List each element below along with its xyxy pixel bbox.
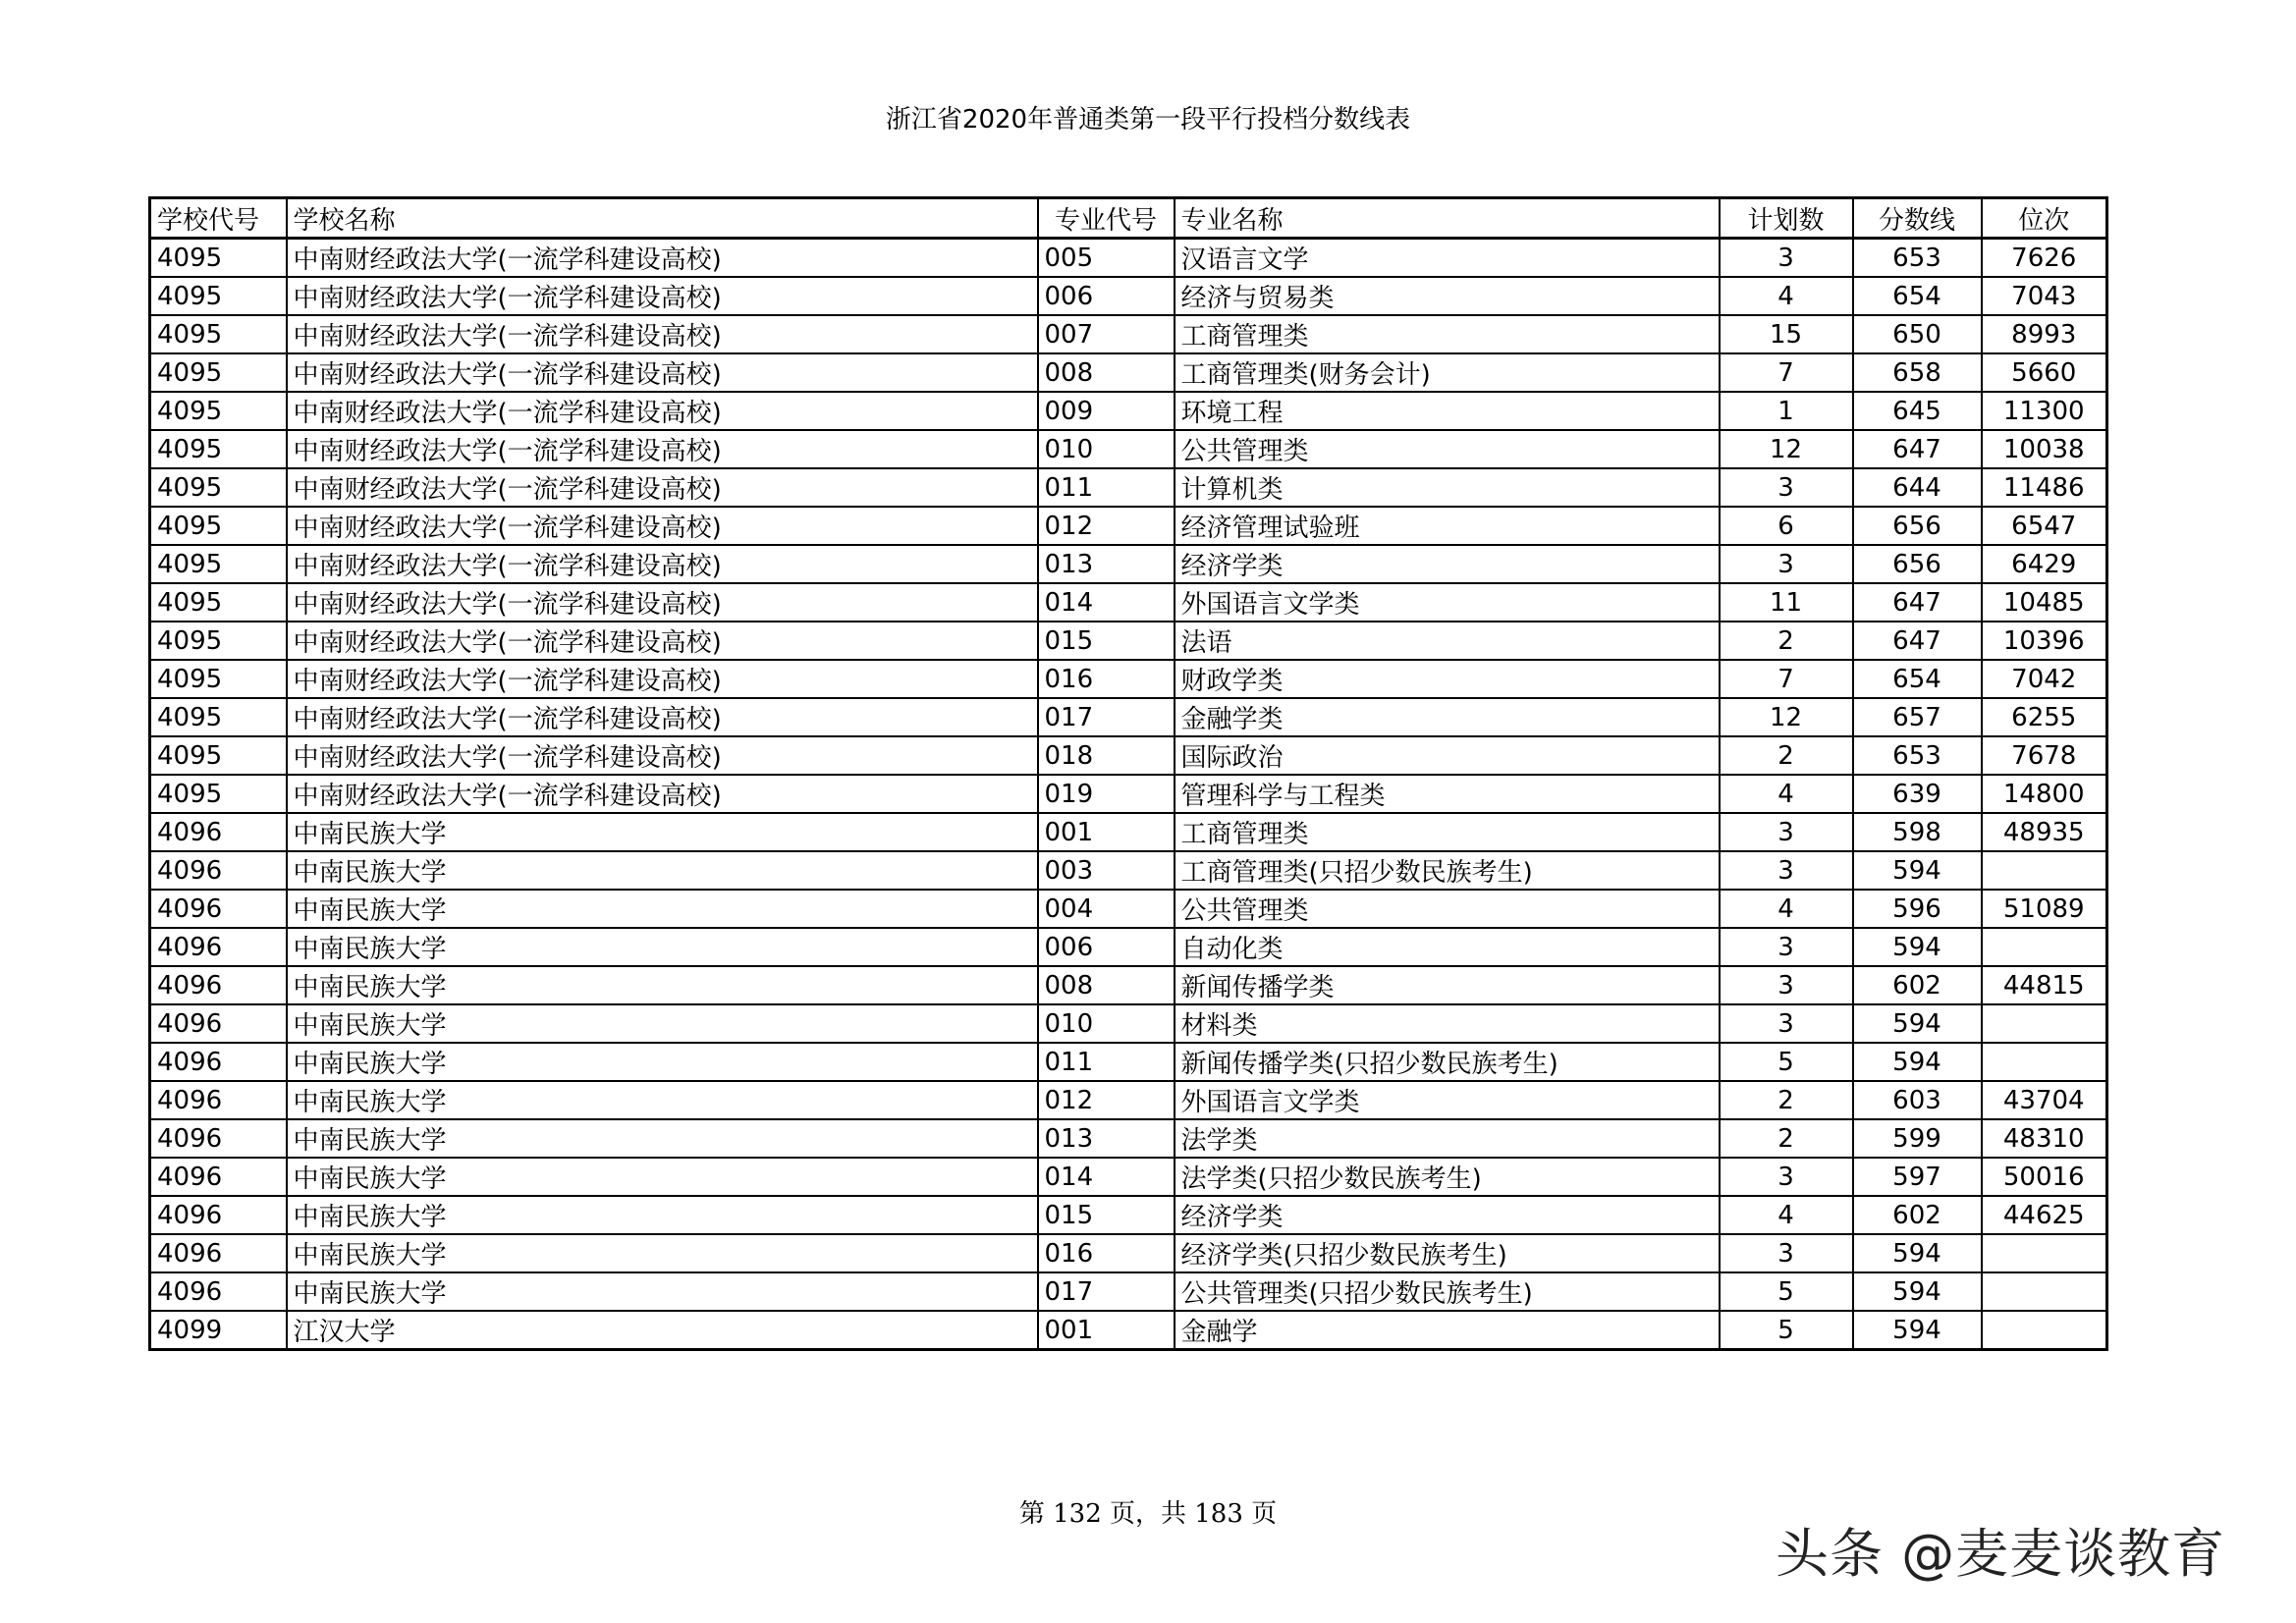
score-line-cell: 644 <box>1853 468 1982 507</box>
school-code-cell: 4096 <box>150 1004 287 1043</box>
col-header-school-code: 学校代号 <box>150 198 287 239</box>
plan-count-cell: 2 <box>1720 1119 1853 1158</box>
table-row <box>150 315 2107 353</box>
school-name-cell: 中南民族大学 <box>287 1081 1038 1119</box>
plan-count-cell: 15 <box>1720 315 1853 353</box>
score-line-cell: 647 <box>1853 583 1982 622</box>
school-code-cell: 4096 <box>150 1081 287 1119</box>
rank-cell: 6547 <box>1982 507 2107 545</box>
plan-count-cell: 3 <box>1720 928 1853 966</box>
rank-cell: 50016 <box>1982 1158 2107 1196</box>
rank-cell: 7626 <box>1982 239 2107 278</box>
plan-count-cell: 3 <box>1720 851 1853 890</box>
watermark: 头条 @麦麦谈教育 <box>1776 1523 2226 1585</box>
score-line-cell: 650 <box>1853 315 1982 353</box>
major-code-cell: 003 <box>1038 851 1175 890</box>
major-name-cell: 工商管理类(财务会计) <box>1175 353 1720 392</box>
major-name-cell: 环境工程 <box>1175 392 1720 430</box>
major-code-cell: 005 <box>1038 239 1175 278</box>
major-name-cell: 法语 <box>1175 622 1720 660</box>
major-name-cell: 材料类 <box>1175 1004 1720 1043</box>
school-name-cell: 中南民族大学 <box>287 1043 1038 1081</box>
col-header-plan-count: 计划数 <box>1720 198 1853 239</box>
school-name-cell: 中南财经政法大学(一流学科建设高校) <box>287 430 1038 468</box>
major-name-cell: 公共管理类(只招少数民族考生) <box>1175 1272 1720 1311</box>
score-line-cell: 654 <box>1853 660 1982 698</box>
major-name-cell: 经济学类 <box>1175 545 1720 583</box>
table-row <box>150 430 2107 468</box>
rank-cell <box>1982 1234 2107 1272</box>
score-line-cell: 594 <box>1853 851 1982 890</box>
page-title: 浙江省2020年普通类第一段平行投档分数线表 <box>885 105 1411 135</box>
score-line-cell: 602 <box>1853 966 1982 1004</box>
major-code-cell: 012 <box>1038 1081 1175 1119</box>
school-name-cell: 中南民族大学 <box>287 1004 1038 1043</box>
table-row <box>150 775 2107 813</box>
table-row <box>150 1311 2107 1350</box>
school-code-cell: 4095 <box>150 315 287 353</box>
major-code-cell: 009 <box>1038 392 1175 430</box>
score-line-cell: 653 <box>1853 736 1982 775</box>
major-code-cell: 007 <box>1038 315 1175 353</box>
score-line-cell: 598 <box>1853 813 1982 851</box>
major-name-cell: 金融学类 <box>1175 698 1720 736</box>
school-code-cell: 4095 <box>150 430 287 468</box>
major-name-cell: 汉语言文学 <box>1175 239 1720 278</box>
school-name-cell: 中南财经政法大学(一流学科建设高校) <box>287 277 1038 315</box>
major-name-cell: 公共管理类 <box>1175 430 1720 468</box>
major-name-cell: 新闻传播学类(只招少数民族考生) <box>1175 1043 1720 1081</box>
major-code-cell: 016 <box>1038 660 1175 698</box>
rank-cell: 51089 <box>1982 890 2107 928</box>
school-code-cell: 4096 <box>150 1158 287 1196</box>
major-code-cell: 017 <box>1038 698 1175 736</box>
rank-cell: 10038 <box>1982 430 2107 468</box>
table-row <box>150 851 2107 890</box>
major-code-cell: 013 <box>1038 545 1175 583</box>
major-name-cell: 自动化类 <box>1175 928 1720 966</box>
school-code-cell: 4096 <box>150 890 287 928</box>
score-line-cell: 639 <box>1853 775 1982 813</box>
major-code-cell: 010 <box>1038 430 1175 468</box>
table-row <box>150 928 2107 966</box>
plan-count-cell: 12 <box>1720 430 1853 468</box>
major-name-cell: 计算机类 <box>1175 468 1720 507</box>
school-name-cell: 中南财经政法大学(一流学科建设高校) <box>287 698 1038 736</box>
table-body <box>150 239 2107 1350</box>
school-name-cell: 中南民族大学 <box>287 1234 1038 1272</box>
major-code-cell: 011 <box>1038 1043 1175 1081</box>
major-code-cell: 013 <box>1038 1119 1175 1158</box>
table-row <box>150 507 2107 545</box>
table-row <box>150 1158 2107 1196</box>
major-code-cell: 019 <box>1038 775 1175 813</box>
rank-cell: 14800 <box>1982 775 2107 813</box>
rank-cell <box>1982 928 2107 966</box>
table-row <box>150 239 2107 278</box>
score-line-cell: 599 <box>1853 1119 1982 1158</box>
school-name-cell: 中南财经政法大学(一流学科建设高校) <box>287 545 1038 583</box>
school-name-cell: 中南财经政法大学(一流学科建设高校) <box>287 468 1038 507</box>
table-row <box>150 1004 2107 1043</box>
school-code-cell: 4096 <box>150 1234 287 1272</box>
school-code-cell: 4095 <box>150 353 287 392</box>
score-line-cell: 602 <box>1853 1196 1982 1234</box>
school-name-cell: 中南民族大学 <box>287 813 1038 851</box>
school-name-cell: 中南民族大学 <box>287 1158 1038 1196</box>
major-code-cell: 011 <box>1038 468 1175 507</box>
score-line-cell: 656 <box>1853 545 1982 583</box>
table-row <box>150 813 2107 851</box>
school-name-cell: 中南财经政法大学(一流学科建设高校) <box>287 775 1038 813</box>
table-row <box>150 1196 2107 1234</box>
school-name-cell: 中南民族大学 <box>287 1272 1038 1311</box>
table-row <box>150 1119 2107 1158</box>
school-name-cell: 中南民族大学 <box>287 928 1038 966</box>
score-line-cell: 594 <box>1853 1234 1982 1272</box>
plan-count-cell: 1 <box>1720 392 1853 430</box>
school-code-cell: 4095 <box>150 392 287 430</box>
plan-count-cell: 12 <box>1720 698 1853 736</box>
rank-cell: 7043 <box>1982 277 2107 315</box>
major-name-cell: 工商管理类 <box>1175 813 1720 851</box>
col-header-rank: 位次 <box>1982 198 2107 239</box>
major-name-cell: 新闻传播学类 <box>1175 966 1720 1004</box>
score-line-cell: 658 <box>1853 353 1982 392</box>
plan-count-cell: 2 <box>1720 736 1853 775</box>
table-row <box>150 468 2107 507</box>
major-name-cell: 工商管理类 <box>1175 315 1720 353</box>
plan-count-cell: 3 <box>1720 239 1853 278</box>
major-code-cell: 006 <box>1038 928 1175 966</box>
table-row <box>150 1043 2107 1081</box>
rank-cell: 48310 <box>1982 1119 2107 1158</box>
rank-cell: 6429 <box>1982 545 2107 583</box>
col-header-major-code: 专业代号 <box>1038 198 1175 239</box>
plan-count-cell: 3 <box>1720 1234 1853 1272</box>
school-code-cell: 4095 <box>150 545 287 583</box>
rank-cell: 10396 <box>1982 622 2107 660</box>
rank-cell <box>1982 851 2107 890</box>
major-code-cell: 006 <box>1038 277 1175 315</box>
major-code-cell: 016 <box>1038 1234 1175 1272</box>
table-row <box>150 277 2107 315</box>
school-code-cell: 4095 <box>150 507 287 545</box>
major-name-cell: 经济学类 <box>1175 1196 1720 1234</box>
plan-count-cell: 3 <box>1720 1004 1853 1043</box>
major-name-cell: 公共管理类 <box>1175 890 1720 928</box>
major-name-cell: 财政学类 <box>1175 660 1720 698</box>
school-code-cell: 4096 <box>150 966 287 1004</box>
plan-count-cell: 3 <box>1720 1158 1853 1196</box>
major-name-cell: 外国语言文学类 <box>1175 1081 1720 1119</box>
major-name-cell: 经济管理试验班 <box>1175 507 1720 545</box>
school-name-cell: 中南财经政法大学(一流学科建设高校) <box>287 583 1038 622</box>
score-line-cell: 594 <box>1853 1043 1982 1081</box>
major-name-cell: 外国语言文学类 <box>1175 583 1720 622</box>
major-code-cell: 008 <box>1038 353 1175 392</box>
school-code-cell: 4096 <box>150 928 287 966</box>
school-name-cell: 中南民族大学 <box>287 890 1038 928</box>
school-code-cell: 4096 <box>150 1119 287 1158</box>
school-name-cell: 中南财经政法大学(一流学科建设高校) <box>287 315 1038 353</box>
major-name-cell: 经济学类(只招少数民族考生) <box>1175 1234 1720 1272</box>
school-code-cell: 4095 <box>150 775 287 813</box>
major-code-cell: 012 <box>1038 507 1175 545</box>
score-line-cell: 594 <box>1853 928 1982 966</box>
plan-count-cell: 4 <box>1720 277 1853 315</box>
school-name-cell: 中南财经政法大学(一流学科建设高校) <box>287 239 1038 278</box>
school-code-cell: 4095 <box>150 468 287 507</box>
school-name-cell: 中南财经政法大学(一流学科建设高校) <box>287 622 1038 660</box>
score-line-cell: 657 <box>1853 698 1982 736</box>
school-code-cell: 4095 <box>150 622 287 660</box>
major-name-cell: 国际政治 <box>1175 736 1720 775</box>
plan-count-cell: 2 <box>1720 1081 1853 1119</box>
rank-cell: 48935 <box>1982 813 2107 851</box>
school-name-cell: 中南财经政法大学(一流学科建设高校) <box>287 392 1038 430</box>
score-line-cell: 653 <box>1853 239 1982 278</box>
school-code-cell: 4095 <box>150 698 287 736</box>
score-table <box>148 196 2108 1351</box>
score-line-cell: 594 <box>1853 1272 1982 1311</box>
rank-cell: 7042 <box>1982 660 2107 698</box>
rank-cell: 10485 <box>1982 583 2107 622</box>
major-code-cell: 018 <box>1038 736 1175 775</box>
table-row <box>150 392 2107 430</box>
score-line-cell: 597 <box>1853 1158 1982 1196</box>
major-code-cell: 010 <box>1038 1004 1175 1043</box>
rank-cell: 6255 <box>1982 698 2107 736</box>
school-code-cell: 4095 <box>150 583 287 622</box>
school-code-cell: 4096 <box>150 1272 287 1311</box>
table-row <box>150 890 2107 928</box>
plan-count-cell: 7 <box>1720 353 1853 392</box>
rank-cell <box>1982 1311 2107 1350</box>
plan-count-cell: 3 <box>1720 468 1853 507</box>
rank-cell: 5660 <box>1982 353 2107 392</box>
plan-count-cell: 6 <box>1720 507 1853 545</box>
school-name-cell: 中南财经政法大学(一流学科建设高校) <box>287 736 1038 775</box>
major-name-cell: 经济与贸易类 <box>1175 277 1720 315</box>
table-row <box>150 1272 2107 1311</box>
school-code-cell: 4099 <box>150 1311 287 1350</box>
major-code-cell: 015 <box>1038 1196 1175 1234</box>
school-code-cell: 4096 <box>150 1043 287 1081</box>
school-name-cell: 中南财经政法大学(一流学科建设高校) <box>287 660 1038 698</box>
rank-cell: 11300 <box>1982 392 2107 430</box>
plan-count-cell: 11 <box>1720 583 1853 622</box>
table-header-row <box>150 198 2107 239</box>
score-line-cell: 647 <box>1853 430 1982 468</box>
major-name-cell: 管理科学与工程类 <box>1175 775 1720 813</box>
rank-cell: 44815 <box>1982 966 2107 1004</box>
table-row <box>150 698 2107 736</box>
school-name-cell: 中南财经政法大学(一流学科建设高校) <box>287 507 1038 545</box>
rank-cell <box>1982 1043 2107 1081</box>
major-name-cell: 法学类(只招少数民族考生) <box>1175 1158 1720 1196</box>
plan-count-cell: 4 <box>1720 890 1853 928</box>
table-row <box>150 545 2107 583</box>
rank-cell: 43704 <box>1982 1081 2107 1119</box>
score-line-cell: 594 <box>1853 1311 1982 1350</box>
plan-count-cell: 2 <box>1720 622 1853 660</box>
plan-count-cell: 5 <box>1720 1043 1853 1081</box>
score-line-cell: 647 <box>1853 622 1982 660</box>
score-line-cell: 594 <box>1853 1004 1982 1043</box>
school-name-cell: 中南财经政法大学(一流学科建设高校) <box>287 353 1038 392</box>
school-name-cell: 中南民族大学 <box>287 1196 1038 1234</box>
major-code-cell: 001 <box>1038 813 1175 851</box>
score-line-cell: 656 <box>1853 507 1982 545</box>
school-code-cell: 4095 <box>150 736 287 775</box>
page-footer: 第 132 页，共 183 页 <box>1018 1499 1278 1529</box>
table-row <box>150 622 2107 660</box>
major-code-cell: 017 <box>1038 1272 1175 1311</box>
major-name-cell: 工商管理类(只招少数民族考生) <box>1175 851 1720 890</box>
major-name-cell: 法学类 <box>1175 1119 1720 1158</box>
plan-count-cell: 3 <box>1720 813 1853 851</box>
school-code-cell: 4095 <box>150 277 287 315</box>
school-code-cell: 4096 <box>150 1196 287 1234</box>
col-header-score-line: 分数线 <box>1853 198 1982 239</box>
school-code-cell: 4096 <box>150 851 287 890</box>
rank-cell <box>1982 1004 2107 1043</box>
table-row <box>150 353 2107 392</box>
major-code-cell: 014 <box>1038 1158 1175 1196</box>
plan-count-cell: 5 <box>1720 1272 1853 1311</box>
col-header-major-name: 专业名称 <box>1175 198 1720 239</box>
school-name-cell: 江汉大学 <box>287 1311 1038 1350</box>
rank-cell: 44625 <box>1982 1196 2107 1234</box>
table-row <box>150 966 2107 1004</box>
school-code-cell: 4096 <box>150 813 287 851</box>
table-row <box>150 660 2107 698</box>
table-row <box>150 583 2107 622</box>
table-row <box>150 1234 2107 1272</box>
rank-cell <box>1982 1272 2107 1311</box>
plan-count-cell: 4 <box>1720 775 1853 813</box>
major-code-cell: 001 <box>1038 1311 1175 1350</box>
col-header-school-name: 学校名称 <box>287 198 1038 239</box>
school-code-cell: 4095 <box>150 660 287 698</box>
score-line-cell: 603 <box>1853 1081 1982 1119</box>
rank-cell: 11486 <box>1982 468 2107 507</box>
table-row <box>150 1081 2107 1119</box>
major-code-cell: 014 <box>1038 583 1175 622</box>
major-code-cell: 015 <box>1038 622 1175 660</box>
school-name-cell: 中南民族大学 <box>287 851 1038 890</box>
table-row <box>150 736 2107 775</box>
score-line-cell: 645 <box>1853 392 1982 430</box>
score-line-cell: 654 <box>1853 277 1982 315</box>
plan-count-cell: 3 <box>1720 545 1853 583</box>
school-name-cell: 中南民族大学 <box>287 966 1038 1004</box>
plan-count-cell: 5 <box>1720 1311 1853 1350</box>
rank-cell: 8993 <box>1982 315 2107 353</box>
school-code-cell: 4095 <box>150 239 287 278</box>
school-name-cell: 中南民族大学 <box>287 1119 1038 1158</box>
major-code-cell: 004 <box>1038 890 1175 928</box>
score-line-cell: 596 <box>1853 890 1982 928</box>
rank-cell: 7678 <box>1982 736 2107 775</box>
plan-count-cell: 3 <box>1720 966 1853 1004</box>
major-name-cell: 金融学 <box>1175 1311 1720 1350</box>
major-code-cell: 008 <box>1038 966 1175 1004</box>
plan-count-cell: 7 <box>1720 660 1853 698</box>
plan-count-cell: 4 <box>1720 1196 1853 1234</box>
